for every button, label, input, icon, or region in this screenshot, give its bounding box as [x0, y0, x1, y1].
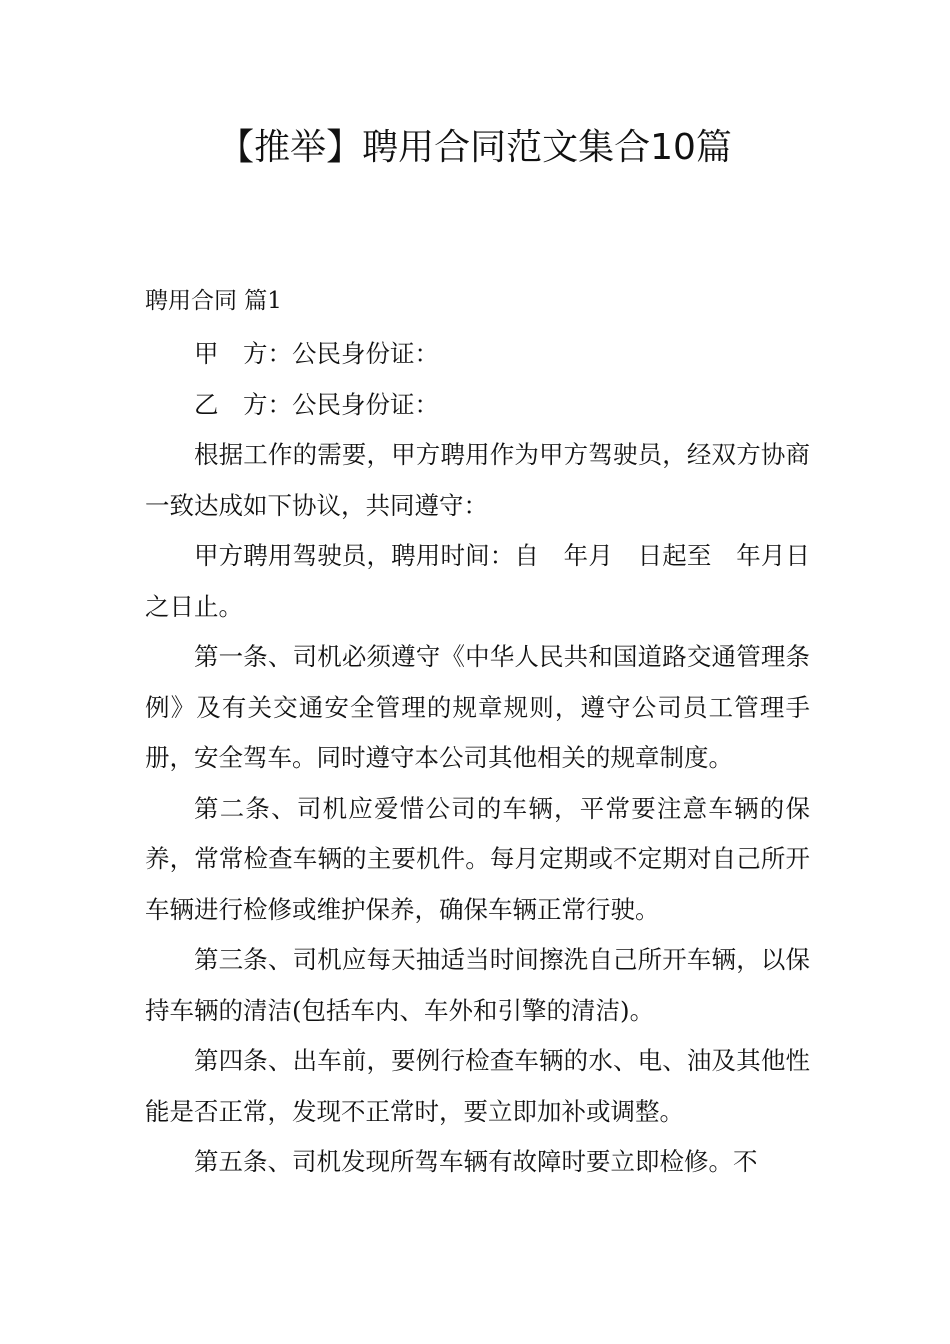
article-3-paragraph: 第三条、司机应每天抽适当时间擦洗自己所开车辆，以保持车辆的清洁(包括车内、车外和引擎的清洁)。	[145, 945, 810, 1025]
section-heading: 聘用合同 篇1	[145, 288, 282, 314]
article-4-paragraph: 第四条、出车前，要例行检查车辆的水、电、油及其他性能是否正常，发现不正常时，要立即加补或调整。	[145, 1046, 810, 1126]
document-title: 【推举】聘用合同范文集合10篇	[218, 127, 732, 168]
party-a-line: 甲 方：公民身份证：	[194, 339, 439, 368]
article-2-paragraph: 第二条、司机应爱惜公司的车辆，平常要注意车辆的保养，常常检查车辆的主要机件。每月定期或不定期对自己所开车辆进行检修或维护保养，确保车辆正常行驶。	[145, 793, 810, 924]
term-paragraph: 甲方聘用驾驶员，聘用时间：自 年月 日起至 年月日之日止。	[145, 541, 810, 621]
article-5-paragraph: 第五条、司机发现所驾车辆有故障时要立即检修。不	[194, 1147, 758, 1176]
party-b-line: 乙 方：公民身份证：	[194, 389, 439, 419]
article-1-paragraph: 第一条、司机必须遵守《中华人民共和国道路交通管理条例》及有关交通安全管理的规章规则，遵守公司员工管理手册，安全驾车。同时遵守本公司其他相关的规章制度。	[145, 642, 810, 772]
document-body	[145, 329, 810, 1188]
preamble-paragraph: 根据工作的需要，甲方聘用作为甲方驾驶员，经双方协商一致达成如下协议，共同遵守：	[145, 440, 810, 520]
